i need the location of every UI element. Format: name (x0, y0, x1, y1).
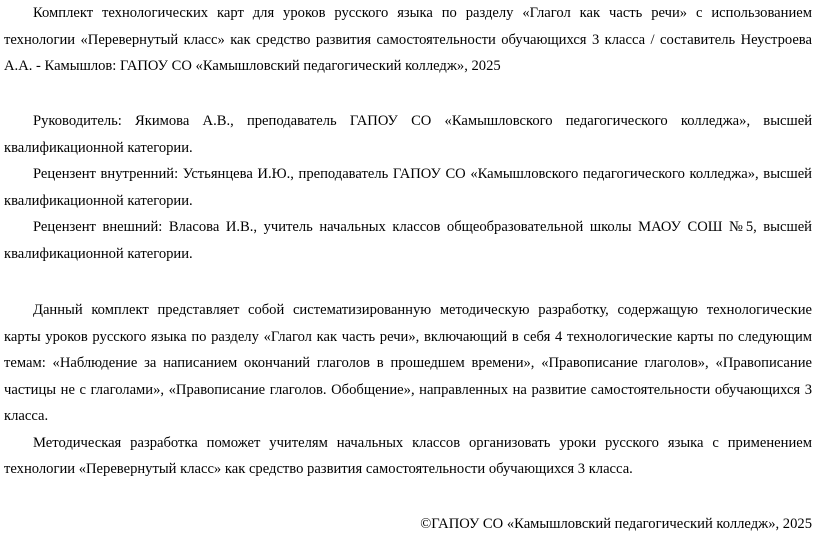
purpose-paragraph: Методическая разработка поможет учителям начальных классов организовать уроки русского языка с применением технологии «Перевернутый класс» как средство развития самостоятельности обучающихся 3 класса. (4, 434, 812, 477)
intro-section (4, 0, 812, 80)
summary-paragraph: Данный комплект представляет собой систематизированную методическую разработку, содержащую технологические карты уроков русского языка по разделу «Глагол как часть речи», включающий в себя 4 технологические карты по следующим темам: «Наблюдение за написанием окончаний глаголов в прошедшем времени», «Правописание глаголов», «Правописание частицы не с глаголами», «Правописание глаголов. Обобщение», направленных на развитие самостоятельности обучающихся 3 класса. (4, 302, 812, 424)
staff-section (4, 108, 812, 267)
external-reviewer-paragraph: Рецензент внешний: Власова И.В., учитель начальных классов общеобразовательной школы МАОУ СОШ №5, высшей квалификационной категории. (4, 219, 812, 262)
bibliographic-citation: Комплект технологических карт для уроков русского языка по разделу «Глагол как часть речи» с использованием технологии «Перевернутый класс» как средство развития самостоятельности обучающихся 3 класса / составитель Неустроева А.А. - Камышлов: ГАПОУ СО «Камышловский педагогический колледж», 2025 (4, 5, 812, 74)
copyright-notice: ©ГАПОУ СО «Камышловский педагогический колледж», 2025 (420, 516, 812, 532)
internal-reviewer-paragraph: Рецензент внутренний: Устьянцева И.Ю., преподаватель ГАПОУ СО «Камышловского педагогического колледжа», высшей квалификационной категории. (4, 166, 812, 209)
description-section (4, 297, 812, 483)
supervisor-paragraph: Руководитель: Якимова А.В., преподаватель ГАПОУ СО «Камышловского педагогического колледжа», высшей квалификационной категории. (4, 113, 812, 156)
